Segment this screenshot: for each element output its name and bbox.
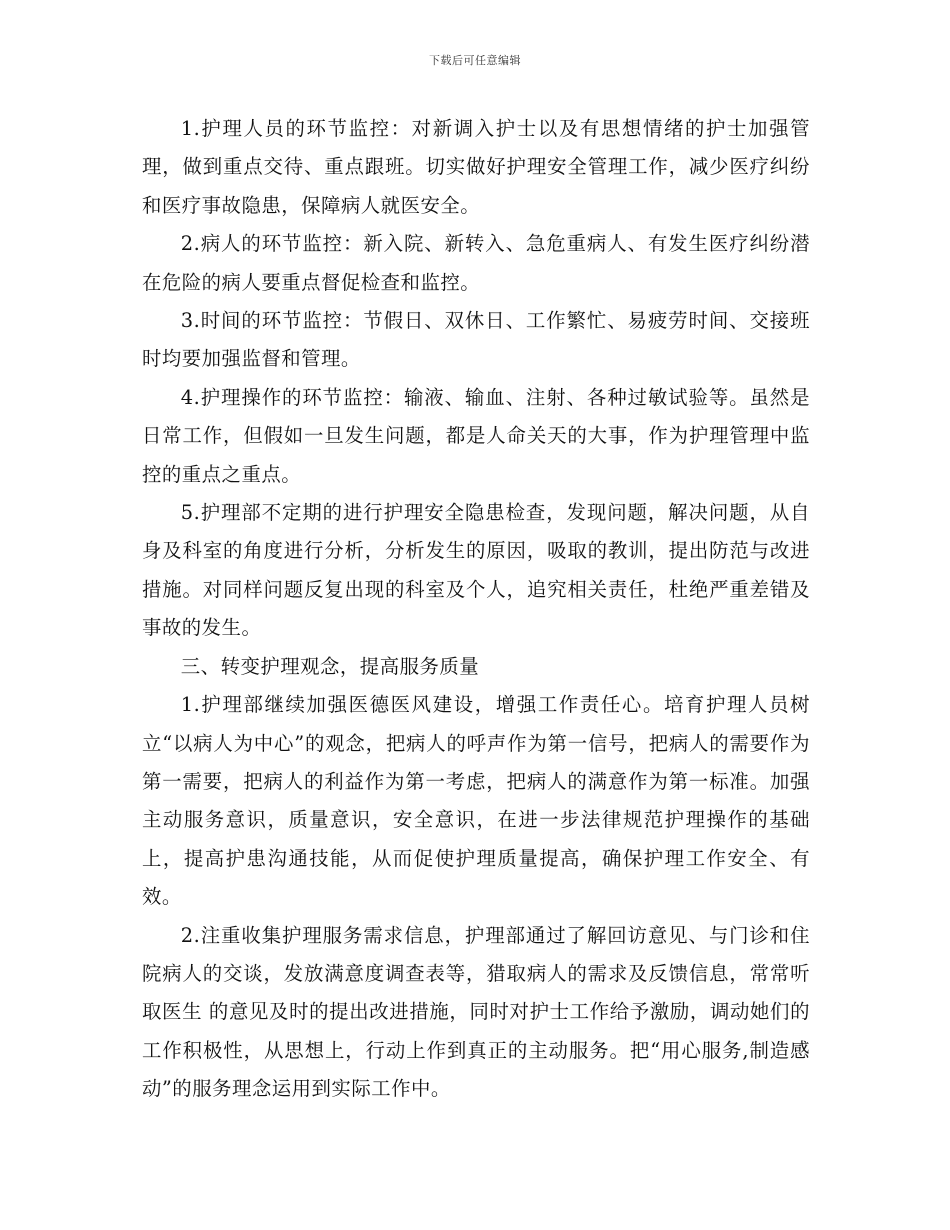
document-body <box>142 110 810 1109</box>
paragraph-ethics-building: 1.护理部继续加强医德医风建设，增强工作责任心。培育护理人员树立“以病人为中心”的观念，把病人的呼声作为第一信号，把病人的需要作为第一需要，把病人的利益作为第一考虑，把病人的满意作为第一标准。加强主动服务意识，质量意识，安全意识，在进一步法律规范护理操作的基础上，提高护患沟通技能，从而促使护理质量提高，确保护理工作安全、有效。 <box>142 693 810 909</box>
page-header: 下载后可任意编辑 <box>429 54 521 67</box>
section-heading: 三、转变护理观念，提高服务质量 <box>180 654 480 678</box>
paragraph-nurse-monitoring: 1.护理人员的环节监控：对新调入护士以及有思想情绪的护士加强管理，做到重点交待、重点跟班。切实做好护理安全管理工作，减少医疗纠纷和医疗事故隐患，保障病人就医安全。 <box>142 117 810 217</box>
paragraph-patient-monitoring: 2.病人的环节监控：新入院、新转入、急危重病人、有发生医疗纠纷潜在危险的病人要重点督促检查和监控。 <box>142 232 810 294</box>
paragraph-feedback-collection: 2.注重收集护理服务需求信息，护理部通过了解回访意见、与门诊和住院病人的交谈，发放满意度调查表等，猎取病人的需求及反馈信息，常常听取医生 的意见及时的提出改进措施，同时对护士工作给予激励，调动她们的工作积极性，从思想上，行动上作到真正的主动服务。把“用心服务,制造感动”的服务理念运用到实际工作中。 <box>142 923 810 1101</box>
paragraph-operation-monitoring: 4.护理操作的环节监控：输液、输血、注射、各种过敏试验等。虽然是日常工作，但假如一旦发生问题，都是人命关天的大事，作为护理管理中监控的重点之重点。 <box>142 385 810 486</box>
paragraph-safety-inspection: 5.护理部不定期的进行护理安全隐患检查，发现问题，解决问题，从自身及科室的角度进行分析，分析发生的原因，吸取的教训，提出防范与改进措施。对同样问题反复出现的科室及个人，追究相关责任，杜绝严重差错及事故的发生。 <box>142 501 810 640</box>
paragraph-time-monitoring: 3.时间的环节监控：节假日、双休日、工作繁忙、易疲劳时间、交接班时均要加强监督和管理。 <box>142 309 810 371</box>
